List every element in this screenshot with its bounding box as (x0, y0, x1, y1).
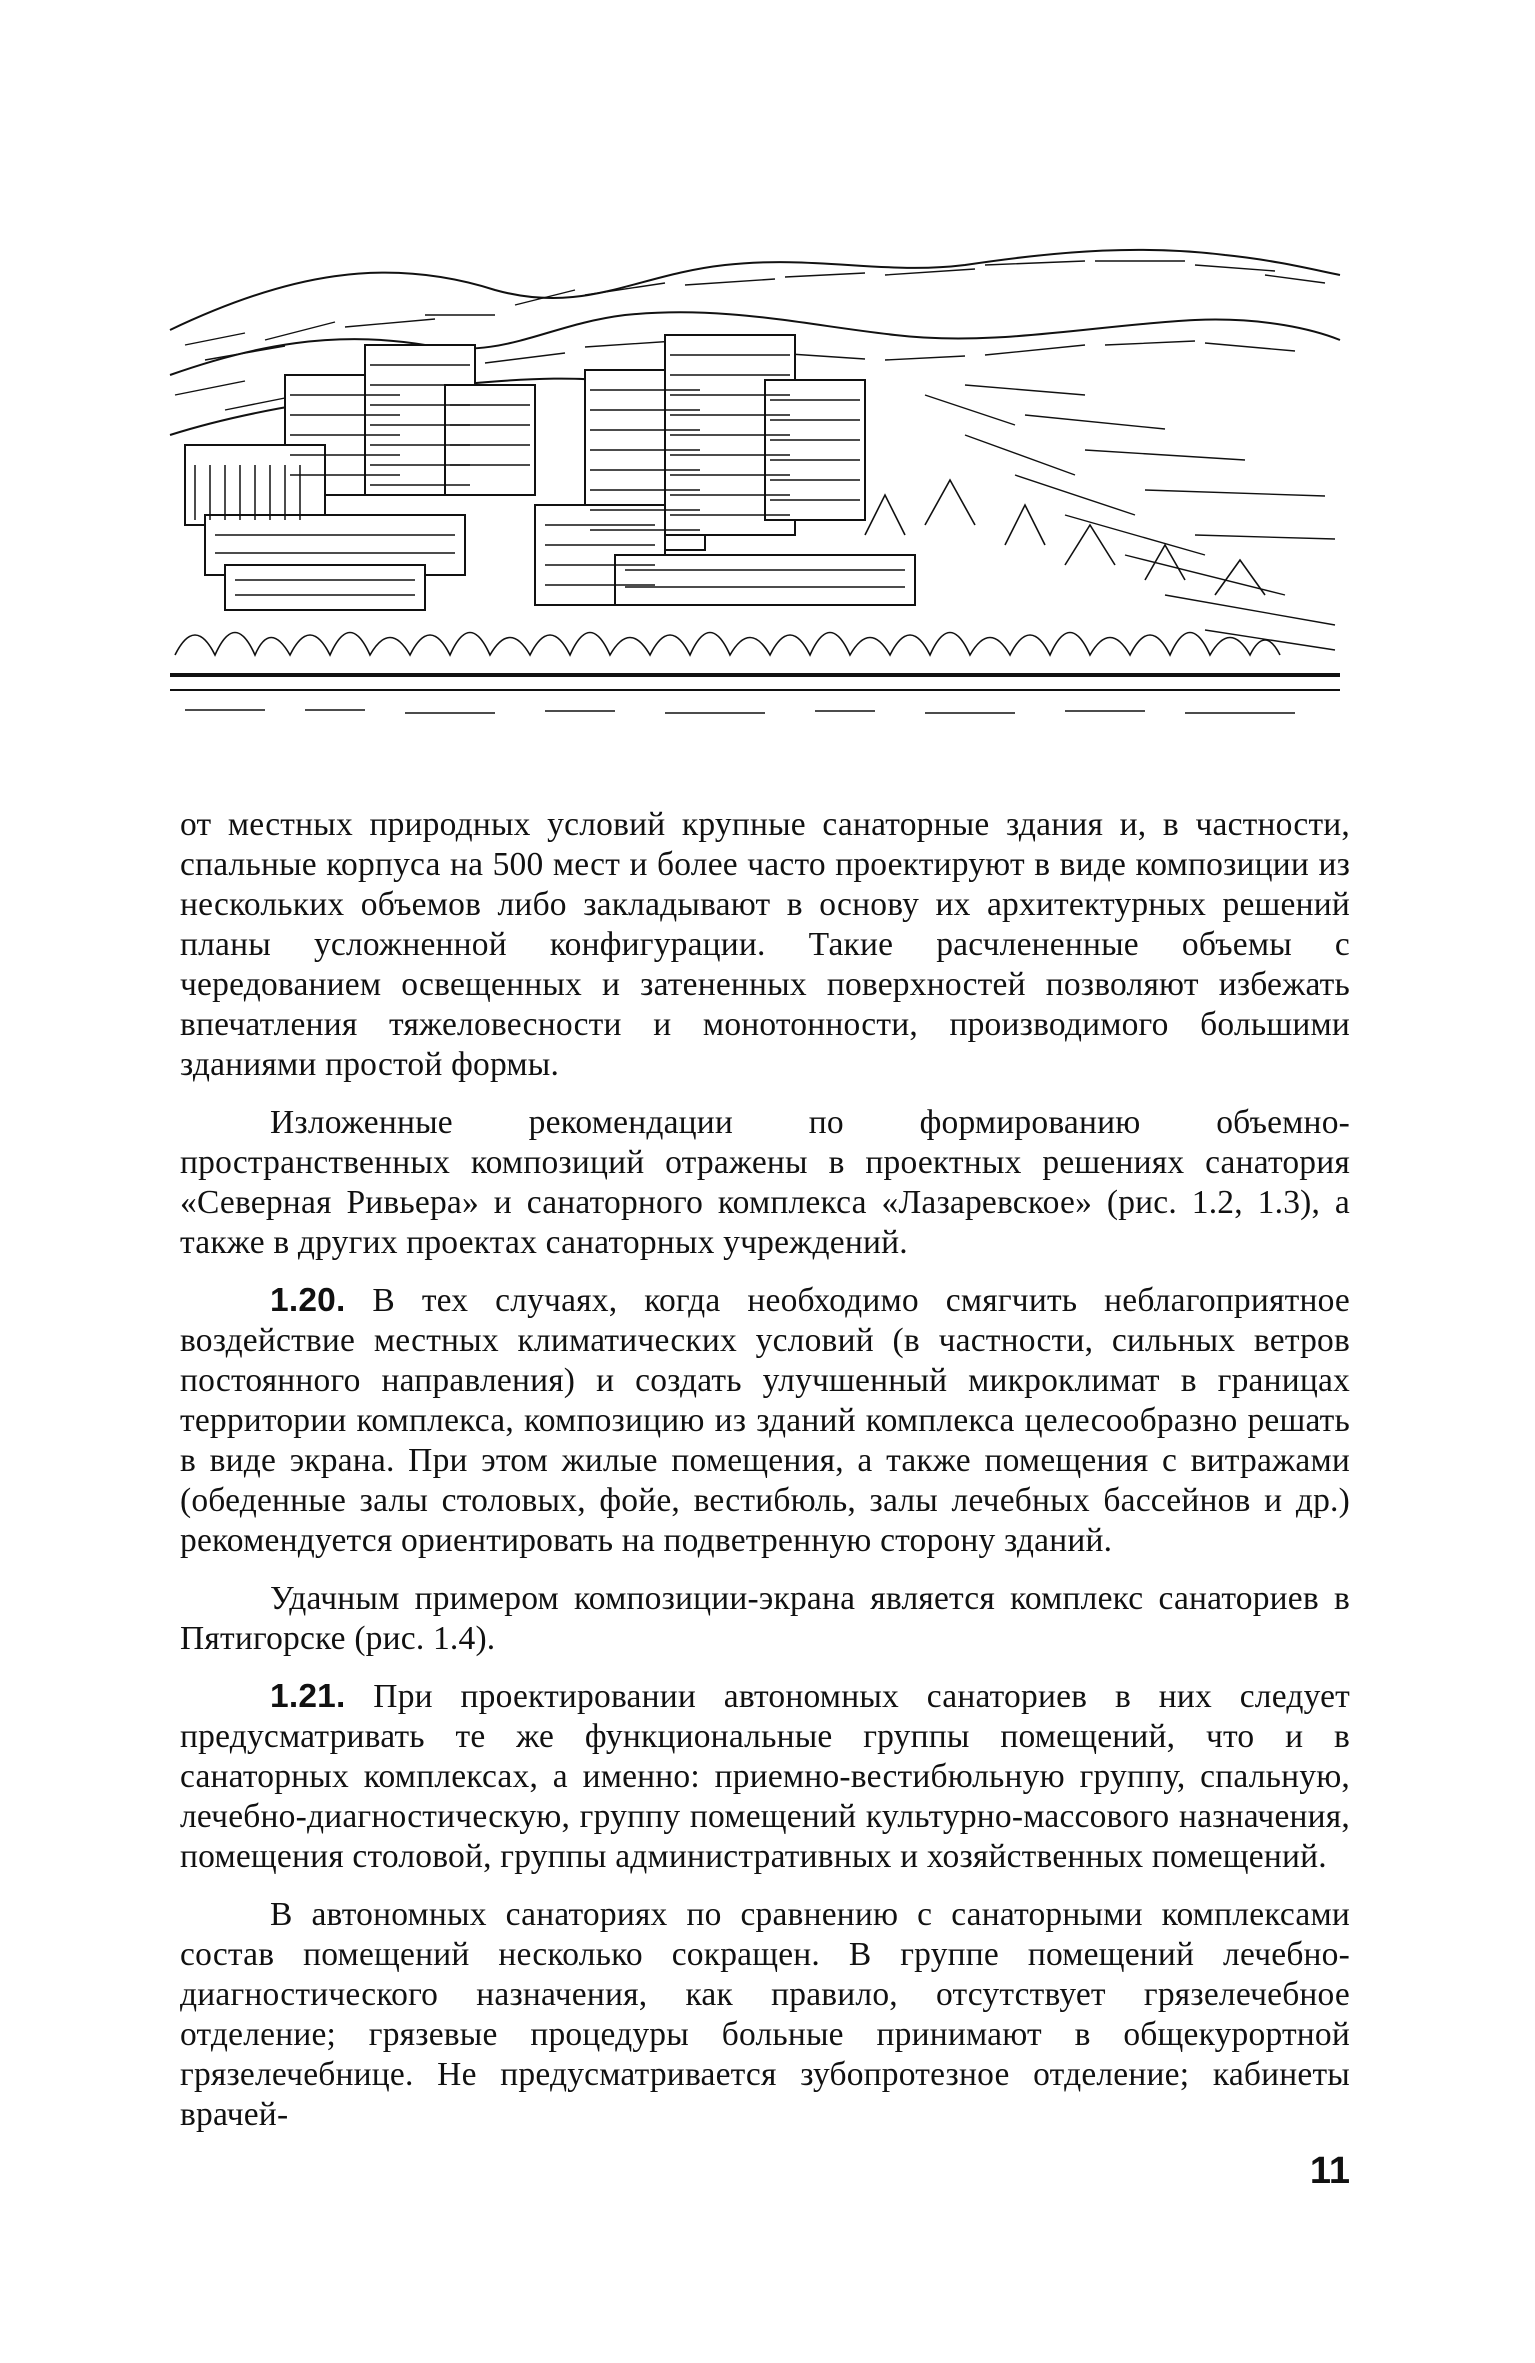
building-left (185, 345, 535, 610)
paragraph-2-text: Изложенные рекомендации по формированию объемно-пространственных композиций отражены в проектных решениях санатория «Северная Ривьера» и санаторного комплекса «Лазаревское» (рис. 1.2, 1.3), а также в других проектах санаторных учреждений. (180, 1104, 1350, 1261)
body-text (180, 805, 1350, 2153)
paragraph-1 (180, 805, 1350, 1085)
paragraph-4-text: Удачным примером композиции-экрана является комплекс санаториев в Пятигорске (рис. 1.4). (180, 1580, 1350, 1657)
paragraph-3-number: 1.20. (270, 1282, 346, 1319)
page-number: 11 (1309, 2150, 1350, 2192)
shoreline (170, 675, 1340, 713)
paragraph-3-text: В тех случаях, когда необходимо смягчить неблагоприятное воздействие местных климатических условий (в частности, сильных ветров постоянного направления) и создать улучшенный микроклимат в границах территории комплекса, композицию из зданий комплекса целесообразно решать в виде экрана. При этом жилые помещения, а также помещения с витражами (обеденные залы столовых, фойе, вестибюль, залы лечебных бассейнов и др.) рекомендуется ориентировать на подветренную сторону зданий. (180, 1282, 1351, 1559)
paragraph-5-number: 1.21. (270, 1678, 346, 1715)
paragraph-6 (180, 1895, 1350, 2135)
paragraph-5 (180, 1677, 1350, 1877)
paragraph-1-text: от местных природных условий крупные санаторные здания и, в частности, спальные корпуса на 500 мест и более часто проектируют в виде композиции из нескольких объемов либо закладывают в основу их архитектурных решений планы усложненной конфигурации. Такие расчлененные объемы с чередованием освещенных и затененных поверхностей позволяют избежать впечатления тяжеловесности и монотонности, производимого большими зданиями простой формы. (180, 806, 1350, 1083)
paragraph-5-text: При проектировании автономных санаториев в них следует предусматривать те же функциональные группы помещений, что и в санаторных комплексах, а именно: приемно-вестибюльную группу, спальную, лечебно-диагностическую, группу помещений культурно-массового назначения, помещения столовой, группы административных и хозяйственных помещений. (180, 1678, 1350, 1875)
paragraph-3 (180, 1281, 1350, 1561)
paragraph-6-text: В автономных санаториях по сравнению с санаторными комплексами состав помещений несколько сокращен. В группе помещений лечебно-диагностического назначения, как правило, отсутствует грязелечебное отделение; грязевые процедуры больные принимают в общекурортной грязелечебнице. Не предусматривается зубопротезное отделение; кабинеты врачей- (180, 1896, 1350, 2133)
paragraph-2 (180, 1103, 1350, 1263)
sanatorium-illustration (165, 235, 1345, 740)
paragraph-4 (180, 1579, 1350, 1659)
